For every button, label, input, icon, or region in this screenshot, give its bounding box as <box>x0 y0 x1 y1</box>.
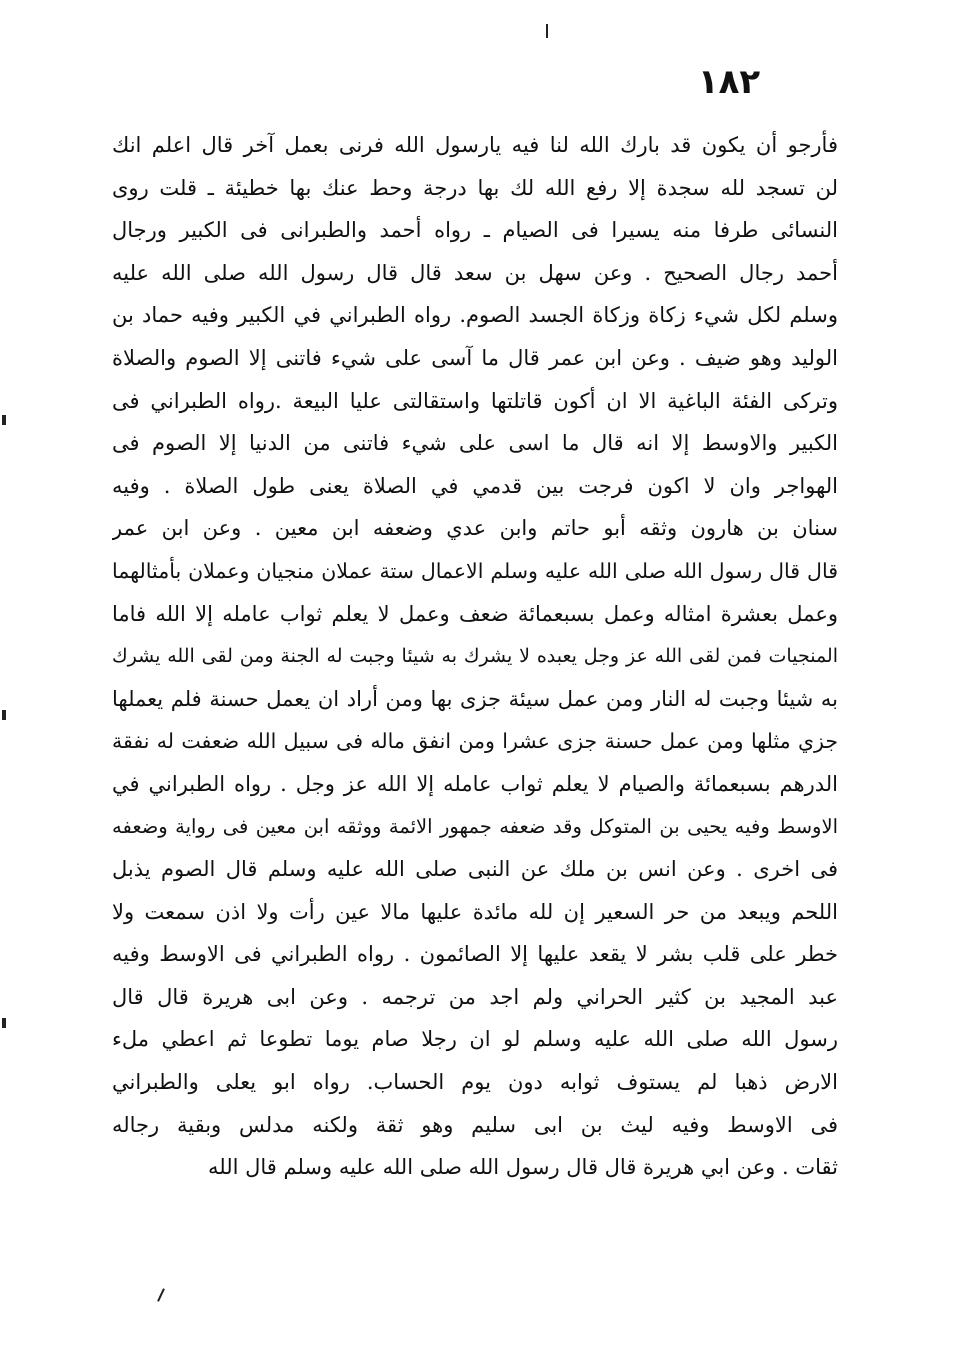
text-line: قال قال رسول الله صلى الله عليه وسلم الاعمال ستة عملان منجيان وعملان بأمثالهما <box>112 558 838 583</box>
scan-mark <box>2 710 6 720</box>
page-number: ١٨٢ <box>697 62 761 102</box>
scan-mark <box>157 1288 165 1302</box>
text-line: ثقات . وعن ابي هريرة قال قال رسول الله صلى الله عليه وسلم قال الله <box>208 1155 838 1180</box>
text-line: أحمد رجال الصحيح . وعن سهل بن سعد قال قال رسول الله صلى الله عليه <box>112 260 838 285</box>
text-line: فى اخرى . وعن انس بن ملك عن النبى صلى الله عليه وسلم قال الصوم يذبل <box>112 857 838 882</box>
text-line: عبد المجيد بن كثير الحراني ولم اجد من ترجمه . وعن ابى هريرة قال قال <box>112 984 838 1009</box>
text-line: فأرجو أن يكون قد بارك الله لنا فيه يارسول الله فرنى بعمل آخر قال اعلم انك <box>112 133 838 157</box>
text-line: به شيئا وجبت له النار ومن عمل سيئة جزى بها ومن أراد ان يعمل حسنة فلم يعملها <box>112 686 838 711</box>
text-line: الهواجر وان لا اكون فرجت بين قدمي في الصلاة يعنى طول الصلاة . وفيه <box>112 473 838 498</box>
text-line: جزي مثلها ومن عمل حسنة جزى عشرا ومن انفق ماله فى سبيل الله ضعفت له نفقة <box>112 729 838 754</box>
text-line: وعمل بعشرة امثاله وعمل بسبعمائة ضعف وعمل لا يعلم ثواب عامله إلا الله فاما <box>112 601 838 626</box>
text-line: المنجيات فمن لقى الله عز وجل يعبده لا يشرك به شيئا وجبت له الجنة ومن لقى الله يشرك <box>112 645 838 668</box>
text-line: فى الاوسط وفيه ليث بن ابى سليم وهو ثقة ولكنه مدلس وبقية رجاله <box>112 1112 838 1137</box>
body-text <box>112 124 838 1189</box>
text-line: الوليد وهو ضيف . وعن ابن عمر قال ما آسى على شيء فاتنى إلا الصوم والصلاة <box>112 345 838 370</box>
text-line: الدرهم بسبعمائة والصيام لا يعلم ثواب عامله إلا الله عز وجل . رواه الطبراني في <box>112 771 838 796</box>
text-line: اللحم ويبعد من حر السعير إن لله مائدة عليها مالا عين رأت ولا اذن سمعت ولا <box>112 899 838 924</box>
scan-mark <box>2 1018 6 1028</box>
text-line: وسلم لكل شيء زكاة وزكاة الجسد الصوم. رواه الطبراني في الكبير وفيه حماد بن <box>112 303 838 328</box>
scan-mark <box>546 24 548 38</box>
text-line: الارض ذهبا لم يستوف ثوابه دون يوم الحساب. رواه ابو يعلى والطبراني <box>112 1070 838 1095</box>
text-line: سنان بن هارون وثقه أبو حاتم وابن عدي وضعفه ابن معين . وعن ابن عمر <box>112 516 838 541</box>
text-line: الاوسط وفيه يحيى بن المتوكل وقد ضعفه جمهور الائمة ووثقه ابن معين فى رواية وضعفه <box>112 814 838 838</box>
text-line: رسول الله صلى الله عليه وسلم لو ان رجلا صام يوما تطوعا ثم اعطي ملء <box>112 1027 838 1052</box>
scan-mark <box>2 415 6 425</box>
text-line: وتركى الفئة الباغية الا ان أكون قاتلتها واستقالتى عليا البيعة .رواه الطبراني فى <box>112 388 838 413</box>
text-line: النسائى طرفا منه يسيرا فى الصيام ـ رواه أحمد والطبرانى فى الكبير ورجال <box>112 218 838 243</box>
text-line: الكبير والاوسط إلا انه قال ما اسى على شيء فاتنى من الدنيا إلا الصوم فى <box>112 431 838 456</box>
text-line: لن تسجد لله سجدة إلا رفع الله لك بها درجة وحط عنك بها خطيئة ـ قلت روى <box>112 175 838 200</box>
text-line: خطر على قلب بشر لا يقعد عليها إلا الصائمون . رواه الطبراني فى الاوسط وفيه <box>112 942 838 967</box>
